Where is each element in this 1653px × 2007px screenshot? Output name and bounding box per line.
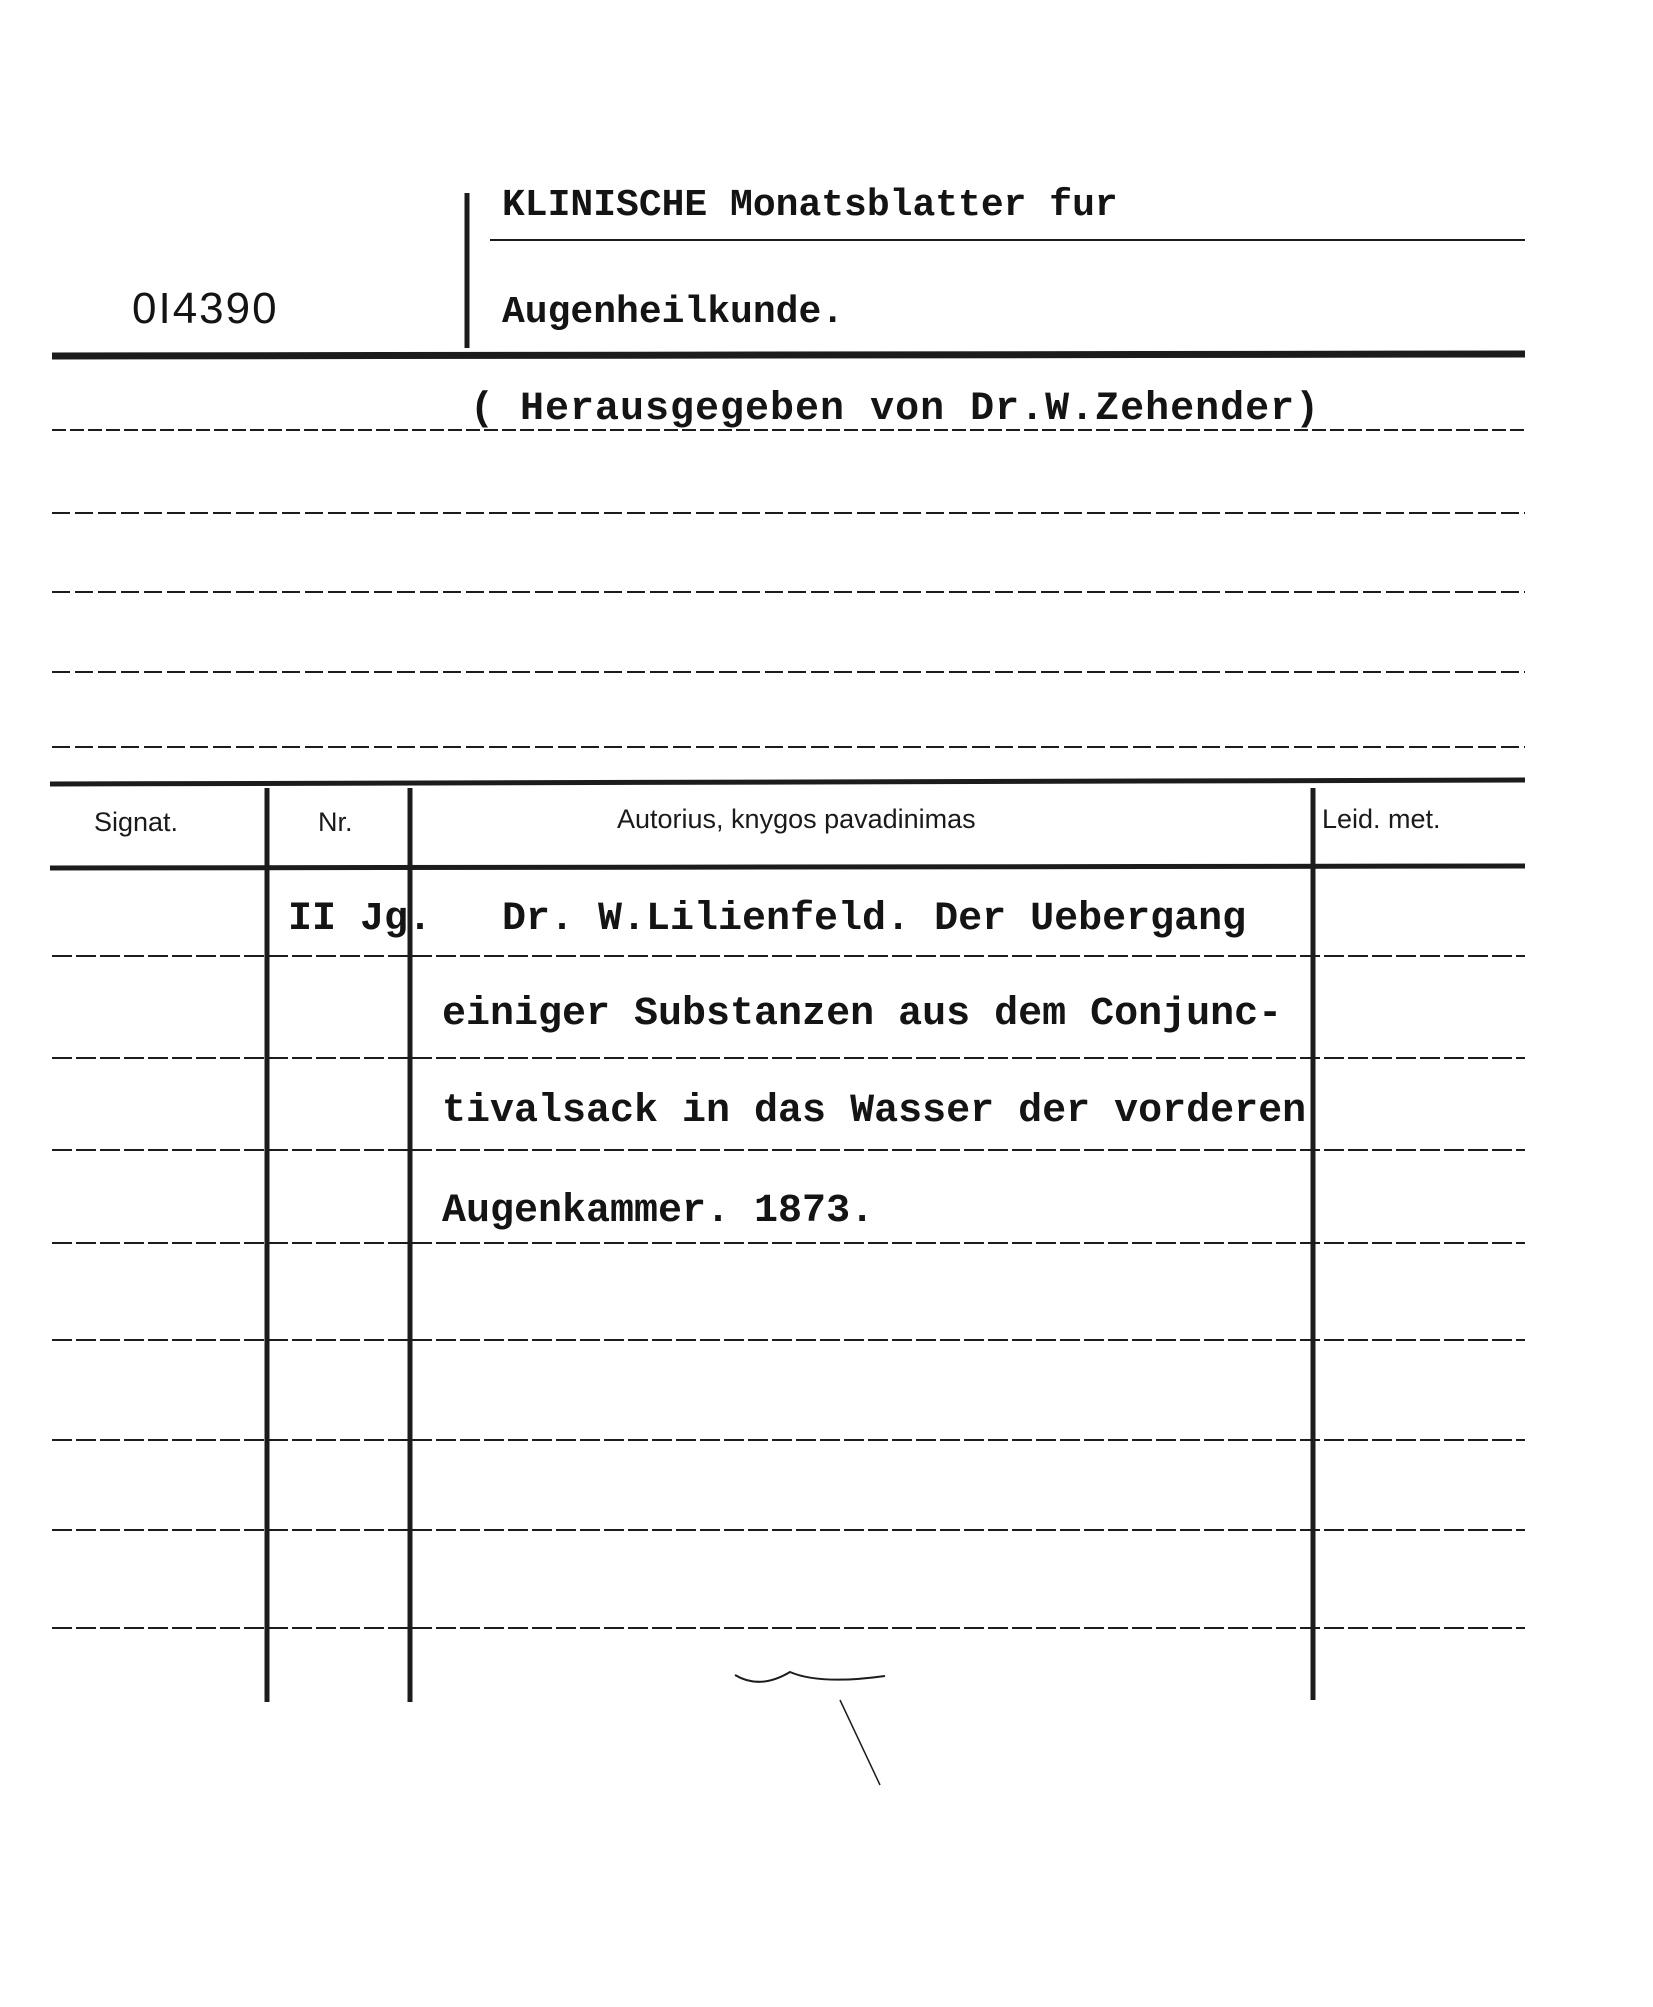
column-header-signature: Signat. bbox=[94, 807, 179, 837]
entry-line-3: tivalsack in das Wasser der vorderen bbox=[442, 1089, 1307, 1134]
column-header-number: Nr. bbox=[318, 807, 353, 837]
column-header-author-title: Autorius, knygos pavadinimas bbox=[617, 804, 976, 834]
entry-volume: II Jg. bbox=[288, 897, 433, 942]
entry-line-1: Dr. W.Lilienfeld. Der Uebergang bbox=[502, 897, 1247, 942]
title-line-1: KLINISCHE Monatsblatter fur bbox=[502, 184, 1118, 227]
accession-number: 0I4390 bbox=[132, 284, 279, 333]
entry-line-4: Augenkammer. 1873. bbox=[442, 1189, 875, 1234]
editor-line: ( Herausgegeben von Dr.W.Zehender) bbox=[470, 387, 1321, 432]
column-header-publisher: Leid. met. bbox=[1322, 804, 1441, 834]
entry-line-2: einiger Substanzen aus dem Conjunc- bbox=[442, 992, 1283, 1037]
title-line-2: Augenheilkunde. bbox=[502, 291, 845, 334]
